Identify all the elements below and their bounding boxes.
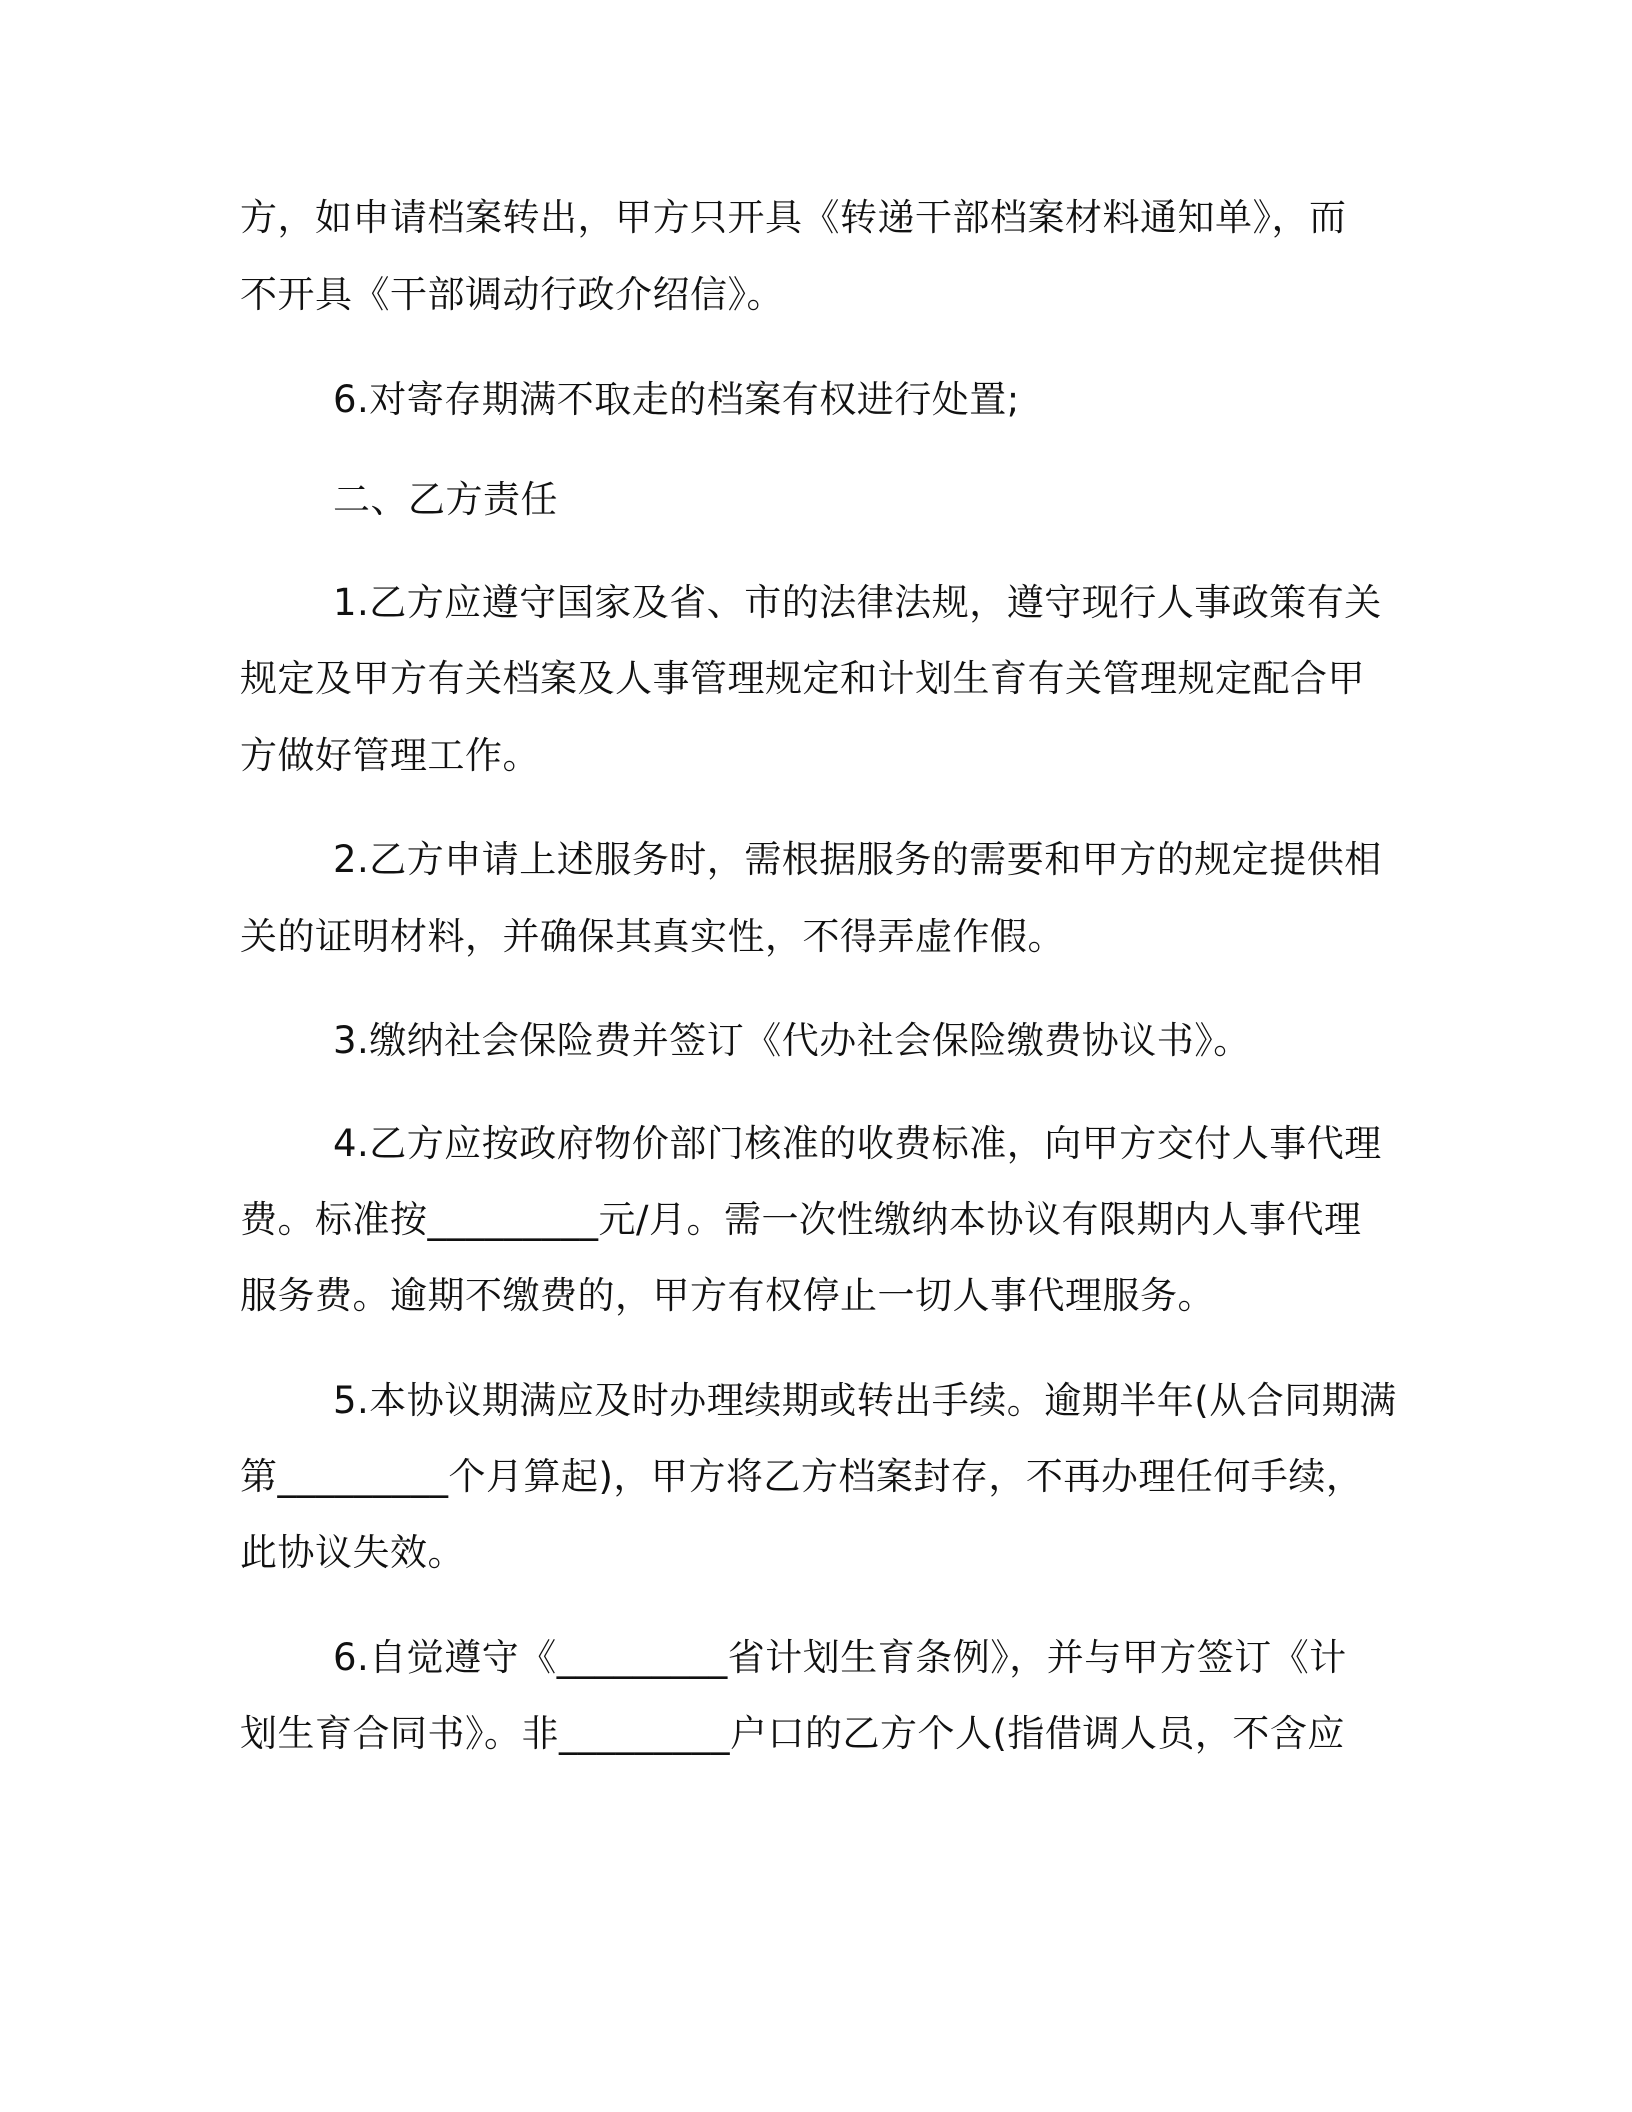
text-line: 关的证明材料，并确保其真实性，不得弄虚作假。 <box>240 915 1065 958</box>
text-line: 划生育合同书》。非_________户口的乙方个人(指借调人员，不含应 <box>240 1712 1345 1755</box>
list-item-5: 5.本协议期满应及时办理续期或转出手续。逾期半年(从合同期满 <box>333 1379 1397 1422</box>
text-line: 规定及甲方有关档案及人事管理规定和计划生育有关管理规定配合甲 <box>240 657 1365 700</box>
list-item-3: 3.缴纳社会保险费并签订《代办社会保险缴费协议书》。 <box>333 1019 1251 1062</box>
text-line: 方，如申请档案转出，甲方只开具《转递干部档案材料通知单》，而 <box>240 196 1347 239</box>
list-item-6b: 6.自觉遵守《_________省计划生育条例》，并与甲方签订《计 <box>333 1636 1347 1679</box>
text-line: 费。标准按_________元/月。需一次性缴纳本协议有限期内人事代理 <box>240 1198 1362 1241</box>
text-line: 方做好管理工作。 <box>240 734 540 777</box>
list-item-1: 1.乙方应遵守国家及省、市的法律法规，遵守现行人事政策有关 <box>333 581 1382 624</box>
list-item-2: 2.乙方申请上述服务时，需根据服务的需要和甲方的规定提供相 <box>333 838 1382 881</box>
text-line: 第_________个月算起)，甲方将乙方档案封存，不再办理任何手续， <box>240 1455 1364 1498</box>
text-line: 不开具《干部调动行政介绍信》。 <box>240 273 784 316</box>
text-line: 此协议失效。 <box>240 1531 465 1574</box>
section-heading: 二、乙方责任 <box>333 478 558 521</box>
list-item-6: 6.对寄存期满不取走的档案有权进行处置; <box>333 378 1020 421</box>
text-line: 服务费。逾期不缴费的，甲方有权停止一切人事代理服务。 <box>240 1274 1215 1317</box>
list-item-4: 4.乙方应按政府物价部门核准的收费标准，向甲方交付人事代理 <box>333 1122 1382 1165</box>
